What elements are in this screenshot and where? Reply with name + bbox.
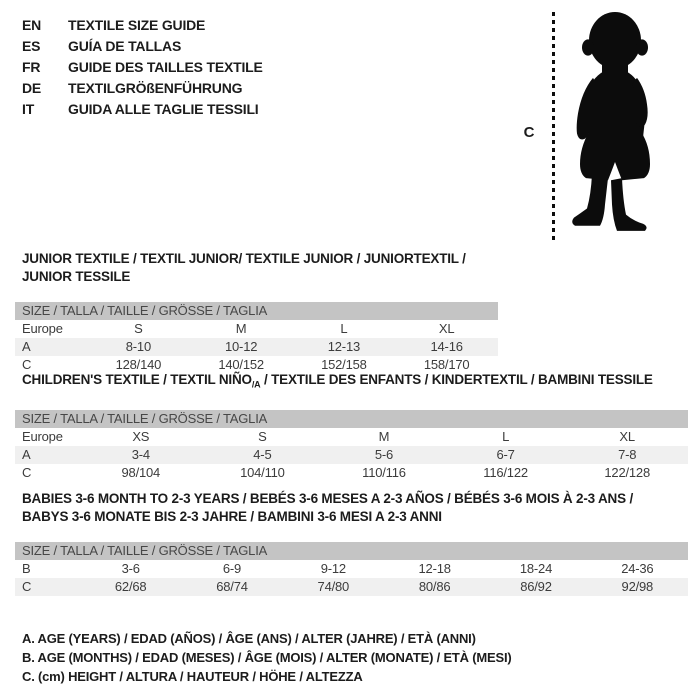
size-table-section-children bbox=[15, 371, 688, 482]
size-cell: 122/128 bbox=[604, 464, 650, 480]
size-cell: 86/92 bbox=[520, 579, 552, 594]
size-cell: 3-6 bbox=[121, 561, 140, 576]
row-label: Europe bbox=[22, 321, 63, 336]
language-row bbox=[22, 57, 263, 78]
row-label: A bbox=[22, 446, 31, 462]
row-label: C bbox=[22, 464, 32, 480]
language-label: GUIDA ALLE TAGLIE TESSILI bbox=[68, 101, 259, 117]
legend-line-a: A. AGE (YEARS) / EDAD (AÑOS) / ÂGE (ANS) / ALTER (JAHRE) / ETÀ (ANNI) bbox=[22, 631, 476, 646]
table-row bbox=[15, 464, 688, 482]
language-code: IT bbox=[22, 101, 35, 117]
size-cell: 7-8 bbox=[618, 446, 637, 462]
size-cell: 12-13 bbox=[327, 339, 360, 354]
size-header-bar: SIZE / TALLA / TAILLE / GRÖSSE / TAGLIA bbox=[15, 410, 688, 428]
row-label: C bbox=[22, 579, 32, 594]
language-code: DE bbox=[22, 80, 42, 96]
size-cell: 98/104 bbox=[121, 464, 161, 480]
size-cell: 6-9 bbox=[222, 561, 242, 576]
size-cell: 158/170 bbox=[423, 357, 470, 372]
size-cell: 92/98 bbox=[621, 579, 654, 594]
size-cell: 110/116 bbox=[362, 464, 406, 480]
height-measure-line bbox=[552, 12, 555, 244]
language-label: GUIDE DES TAILLES TEXTILE bbox=[68, 59, 263, 75]
size-table-section-junior bbox=[15, 250, 498, 374]
table-title-text: CHILDREN'S TEXTILE / TEXTIL NIÑO bbox=[22, 372, 252, 387]
size-table bbox=[15, 560, 688, 596]
size-cell: XL bbox=[619, 428, 635, 444]
row-label: C bbox=[22, 357, 32, 372]
size-cell: XL bbox=[438, 321, 455, 336]
size-cell: 9-12 bbox=[320, 561, 346, 576]
legend-line-c: C. (cm) HEIGHT / ALTURA / HAUTEUR / HÖHE / ALTEZZA bbox=[22, 669, 363, 684]
table-title-line bbox=[22, 371, 688, 394]
table-title-text: JUNIOR TEXTILE / TEXTIL JUNIOR/ TEXTILE JUNIOR / JUNIORTEXTIL / JUNIOR TESSILE bbox=[22, 251, 466, 284]
size-header-bar: SIZE / TALLA / TAILLE / GRÖSSE / TAGLIA bbox=[15, 302, 498, 320]
size-cell: 152/158 bbox=[321, 357, 367, 372]
legend-line-b: B. AGE (MONTHS) / EDAD (MESES) / ÂGE (MOIS) / ALTER (MONATE) / ETÀ (MESI) bbox=[22, 650, 512, 665]
size-cell: 24-36 bbox=[621, 561, 654, 576]
size-table bbox=[15, 428, 688, 482]
size-cell: 74/80 bbox=[317, 579, 350, 594]
language-code: FR bbox=[22, 59, 41, 75]
size-cell: 62/68 bbox=[114, 579, 147, 594]
table-row bbox=[15, 446, 688, 464]
size-cell: 80/86 bbox=[418, 579, 451, 594]
table-title-line bbox=[22, 250, 498, 286]
table-title-line bbox=[22, 490, 688, 508]
row-label: A bbox=[22, 339, 31, 354]
size-cell: 5-6 bbox=[374, 446, 394, 462]
table-title bbox=[15, 250, 498, 286]
table-title-line bbox=[22, 508, 688, 526]
size-cell: 140/152 bbox=[218, 357, 264, 372]
size-cell: 14-16 bbox=[430, 339, 463, 354]
size-cell: L bbox=[340, 321, 348, 336]
table-title-text: / TEXTILE DES ENFANTS / KINDERTEXTIL / BAMBINI TESSILE bbox=[260, 372, 653, 387]
language-list bbox=[22, 15, 263, 120]
language-row bbox=[22, 15, 263, 36]
row-label: Europe bbox=[22, 428, 63, 444]
size-header-bar: SIZE / TALLA / TAILLE / GRÖSSE / TAGLIA bbox=[15, 542, 688, 560]
table-title-text: BABIES 3-6 MONTH TO 2-3 YEARS / BEBÉS 3-6 MESES A 2-3 AÑOS / BÉBÉS 3-6 MOIS À 2-3 ANS / bbox=[22, 491, 633, 506]
language-label: TEXTILGRÖßENFÜHRUNG bbox=[68, 80, 243, 96]
language-label: GUÍA DE TALLAS bbox=[68, 38, 182, 54]
size-cell: 128/140 bbox=[115, 357, 162, 372]
table-title bbox=[15, 371, 688, 394]
table-row bbox=[15, 338, 498, 356]
size-cell: L bbox=[502, 428, 510, 444]
row-label: B bbox=[22, 561, 31, 576]
size-cell: S bbox=[134, 321, 143, 336]
table-row bbox=[15, 320, 498, 338]
table-row bbox=[15, 578, 688, 596]
size-cell: XS bbox=[132, 428, 150, 444]
size-cell: 10-12 bbox=[225, 339, 258, 354]
size-cell: 8-10 bbox=[125, 339, 151, 354]
size-cell: 116/122 bbox=[483, 464, 528, 480]
size-cell: 18-24 bbox=[519, 561, 553, 576]
table-title bbox=[15, 490, 688, 526]
size-cell: 3-4 bbox=[131, 446, 150, 462]
legend bbox=[22, 629, 512, 686]
measure-label-c: C bbox=[523, 124, 535, 141]
size-cell: 6-7 bbox=[496, 446, 515, 462]
language-row bbox=[22, 99, 263, 120]
size-cell: 12-18 bbox=[418, 561, 451, 576]
table-row bbox=[15, 428, 688, 446]
size-cell: 68/74 bbox=[216, 579, 248, 594]
size-cell: S bbox=[258, 428, 267, 444]
toddler-silhouette-icon bbox=[565, 10, 665, 243]
size-cell: 4-5 bbox=[253, 446, 272, 462]
language-code: ES bbox=[22, 38, 41, 54]
size-cell: M bbox=[378, 428, 390, 444]
table-title-text: BABYS 3-6 MONATE BIS 2-3 JAHRE / BAMBINI 3-6 MESI A 2-3 ANNI bbox=[22, 509, 442, 524]
language-label: TEXTILE SIZE GUIDE bbox=[68, 17, 206, 33]
language-row bbox=[22, 78, 263, 99]
size-cell: M bbox=[235, 321, 247, 336]
size-table-section-babies bbox=[15, 490, 688, 596]
language-row bbox=[22, 36, 263, 57]
table-row bbox=[15, 560, 688, 578]
table-title-text: /A bbox=[251, 379, 261, 390]
size-table bbox=[15, 320, 498, 374]
language-code: EN bbox=[22, 17, 42, 33]
size-cell: 104/110 bbox=[240, 464, 285, 480]
